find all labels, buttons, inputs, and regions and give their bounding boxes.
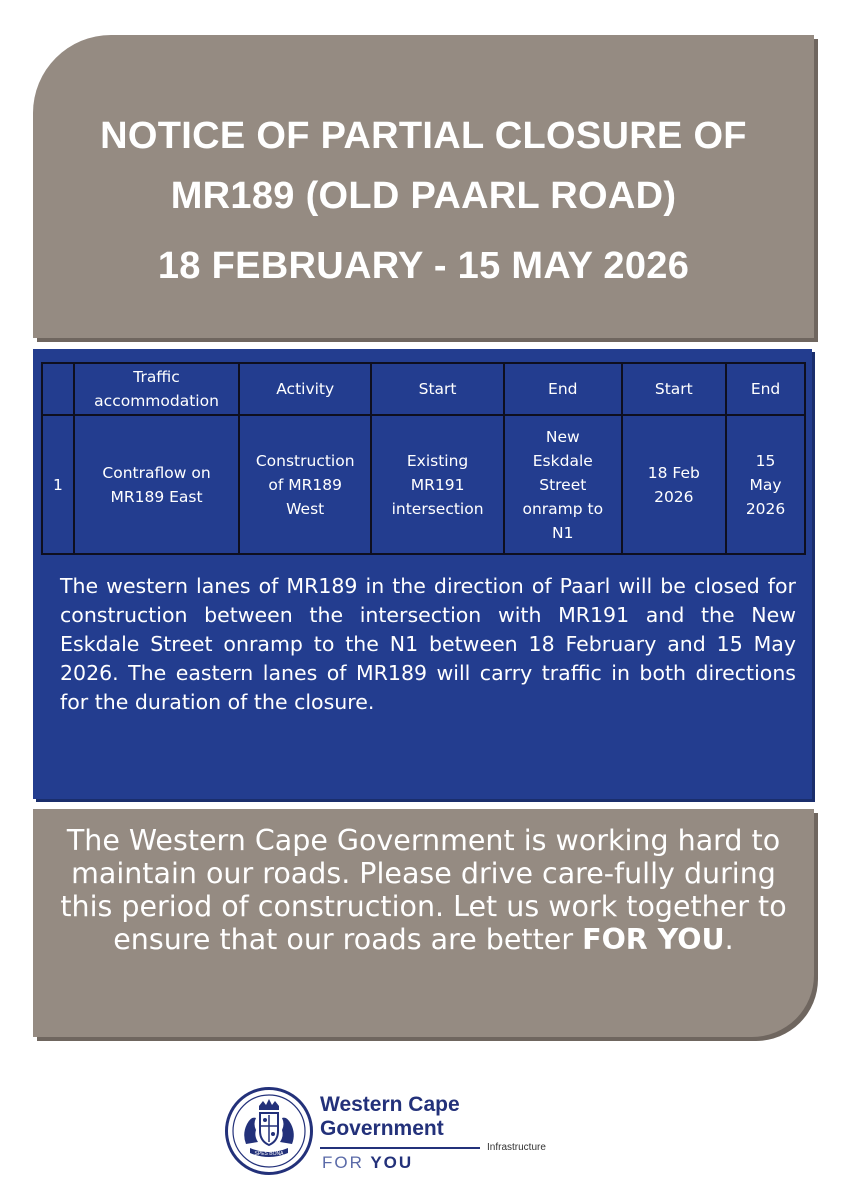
message-emphasis: FOR YOU (582, 923, 725, 956)
wcg-logo (225, 1087, 570, 1182)
wcg-name-line2: Government (320, 1117, 444, 1140)
message-end: . (724, 923, 734, 956)
closure-table (41, 362, 806, 555)
notice-title-line1: NOTICE OF PARTIAL CLOSURE OF (100, 115, 747, 157)
table-cell: Construction of MR189 West (239, 415, 371, 554)
table-cell: 18 Feb 2026 (622, 415, 727, 554)
notice-title-line2: MR189 (OLD PAARL ROAD) (170, 175, 677, 217)
table-header-cell: Activity (239, 363, 371, 415)
table-header-cell: End (726, 363, 805, 415)
tagline-you: YOU (370, 1153, 414, 1172)
department-label: Infrastructure (487, 1142, 546, 1153)
closure-description: The western lanes of MR189 in the direction of Paarl will be closed for construction between the intersection with MR191 and the New Eskdale Street onramp to the N1 between 18 February and 15 May 2026. The eastern lanes of MR189 will carry traffic in both directions for the duration of the closure. (60, 574, 796, 714)
coat-of-arms-icon (225, 1087, 313, 1175)
wcg-name (320, 1093, 460, 1141)
message-text: The Western Cape Government is working hard to maintain our roads. Please drive care-fully during this period of construction. Let us work together to ensure that our roads are better (60, 824, 787, 956)
closure-details-panel (33, 349, 812, 799)
table-header-cell: Start (371, 363, 504, 415)
table-cell: 15 May 2026 (726, 415, 805, 554)
coat-of-arms-graphic (228, 1090, 310, 1172)
wcg-tagline (322, 1153, 413, 1173)
logo-divider (320, 1147, 480, 1149)
table-header-row (42, 363, 805, 415)
government-message-panel (33, 809, 814, 1037)
table-cell: 1 (42, 415, 74, 554)
wcg-name-line1: Western Cape (320, 1093, 460, 1116)
table-header-cell: End (504, 363, 621, 415)
notice-date-range: 18 FEBRUARY - 15 MAY 2026 (157, 245, 690, 287)
table-header-cell (42, 363, 74, 415)
government-message (51, 824, 796, 956)
table-cell: Contraflow on MR189 East (74, 415, 240, 554)
table-cell: Existing MR191 intersection (371, 415, 504, 554)
tagline-for: FOR (322, 1153, 364, 1172)
table-row (42, 415, 805, 554)
notice-header (33, 35, 814, 338)
table-cell: New Eskdale Street onramp to N1 (504, 415, 621, 554)
table-header-cell: Traffic accommodation (74, 363, 240, 415)
table-header-cell: Start (622, 363, 727, 415)
seal-motto: SPES BONA (254, 1151, 284, 1157)
